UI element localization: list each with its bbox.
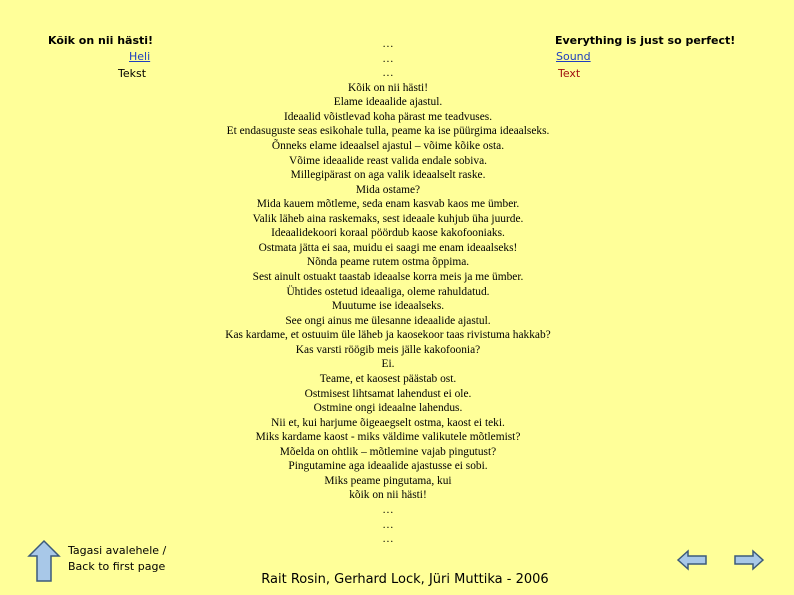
poem-line: Mõelda on ohtlik – mõtlemine vajab pingutust?	[279, 445, 497, 458]
sound-link-et[interactable]: Heli	[129, 50, 151, 63]
poem-line: Mida kauem mõtleme, seda enam kasvab kaos me ümber.	[256, 198, 520, 211]
right-arrow-icon	[733, 549, 765, 571]
poem-line: Muutume ise ideaalseks.	[331, 300, 445, 313]
poem-line: …	[382, 52, 394, 65]
poem-line: Miks kardame kaost - miks väldime valikutele mõtlemist?	[255, 431, 521, 444]
poem-line: Ostmisest lihtsamat lahendust ei ole.	[304, 387, 472, 400]
poem-text	[160, 37, 616, 547]
home-button[interactable]	[27, 539, 61, 583]
prev-button[interactable]	[676, 549, 708, 571]
poem-line: Võime ideaalide reast valida endale sobiva.	[289, 154, 487, 167]
poem-line: Miks peame pingutama, kui	[324, 474, 452, 487]
poem-line: Millegipärast on aga valik ideaalselt raske.	[290, 169, 486, 182]
poem-line: …	[382, 38, 394, 50]
text-label-en[interactable]: Text	[558, 67, 581, 80]
sound-link-en[interactable]: Sound	[556, 50, 591, 63]
poem-line: …	[382, 533, 394, 546]
footer-authors: Rait Rosin, Gerhard Lock, Jüri Muttika - 2006	[261, 572, 549, 587]
poem-line: Elame ideaalide ajastul.	[333, 96, 443, 109]
home-label-line1: Tagasi avalehele /	[68, 544, 167, 557]
poem-line: Ideaalidekoori koraal pöördub kaose kakofooniaks.	[271, 227, 505, 240]
home-label-line2: Back to first page	[68, 560, 166, 573]
poem-line: Ostmata jätta ei saa, muidu ei saagi me enam ideaalseks!	[258, 241, 518, 254]
poem-line: Ideaalid võistlevad koha pärast me teadvuses.	[283, 110, 493, 123]
poem-line: Õnneks elame ideaalsel ajastul – võime kõike osta.	[271, 139, 505, 152]
poem-line: …	[382, 518, 394, 531]
poem-line: Sest ainult ostuakt taastab ideaalse korra meis ja me ümber.	[252, 271, 524, 283]
poem-line: Teame, et kaosest päästab ost.	[319, 372, 457, 385]
poem-line: kõik on nii hästi!	[349, 489, 427, 502]
poem-line: Kas varsti röögib meis jälle kakofoonia?	[295, 343, 481, 356]
left-panel-title: Kõik on nii hästi!	[48, 34, 154, 47]
poem-line: …	[382, 504, 394, 516]
poem-line: See ongi ainus me ülesanne ideaalide ajastul.	[285, 314, 491, 327]
poem-line: Mida ostame?	[355, 183, 421, 196]
poem-line: Nii et, kui harjume õigeaegselt ostma, kaost ei teki.	[271, 416, 505, 429]
text-label-et[interactable]: Tekst	[118, 67, 147, 80]
poem-line: Kas kardame, et ostuuim üle läheb ja kaosekoor taas rivistuma hakkab?	[225, 329, 551, 342]
poem-line: Kõik on nii hästi!	[347, 81, 429, 94]
left-arrow-icon	[676, 549, 708, 571]
poem-line: Et endasuguste seas esikohale tulla, peame ka ise püürgima ideaalseks.	[226, 125, 550, 138]
next-button[interactable]	[733, 549, 765, 571]
poem-line: Pingutamine aga ideaalide ajastusse ei sobi.	[288, 460, 488, 473]
poem-line: Ühtides ostetud ideaaliga, oleme rahuldatud.	[286, 285, 490, 298]
poem-line: …	[382, 67, 394, 80]
poem-line: Ei.	[381, 358, 395, 371]
poem-line: Nõnda peame rutem ostma õppima.	[306, 256, 470, 269]
right-panel-title: Everything is just so perfect!	[555, 34, 736, 47]
poem-line: Ostmine ongi ideaalne lahendus.	[313, 402, 463, 415]
poem-line: Valik läheb aina raskemaks, sest ideaale kuhjub üha juurde.	[252, 212, 524, 225]
home-label[interactable]	[68, 543, 166, 575]
up-arrow-icon	[27, 539, 61, 583]
